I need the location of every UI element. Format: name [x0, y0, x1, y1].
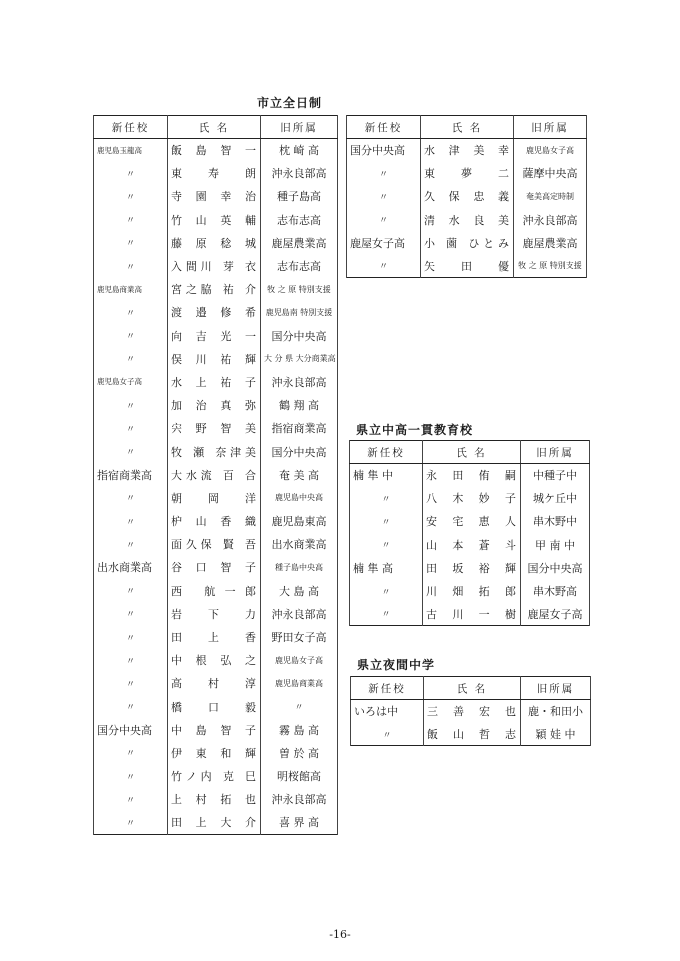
new-school-cell: 〃 [94, 602, 168, 625]
table-row [94, 208, 338, 231]
teacher-name-cell: 矢 田 優 [421, 254, 514, 277]
teacher-name-cell: 渡 邉 修 希 [168, 301, 261, 324]
table-row [94, 602, 338, 625]
table-row [94, 440, 338, 463]
teacher-name-cell: 山 本 蒼 斗 [423, 533, 521, 556]
table-row [350, 464, 590, 487]
previous-school-cell: 霧 島 高 [261, 718, 338, 741]
table-row [350, 603, 590, 626]
teacher-name-cell: 宮之脇 祐 介 [168, 278, 261, 301]
table-row [94, 347, 338, 370]
previous-school-cell: 奄 美 高 [261, 463, 338, 486]
night-section-title: 県立夜間中学 [357, 658, 436, 672]
teacher-name-cell: 入間川 芽 衣 [168, 254, 261, 277]
pref-section-title: 県立中高一貫教育校 [356, 423, 474, 437]
table-row [347, 139, 587, 162]
new-school-cell: 楠 隼 高 [350, 556, 423, 579]
table-row [94, 695, 338, 718]
new-school-cell: 〃 [94, 231, 168, 254]
previous-school-cell: 沖永良部高 [261, 162, 338, 185]
previous-school-cell: 沖永良部高 [261, 788, 338, 811]
new-school-cell: 〃 [94, 486, 168, 509]
table-row [347, 185, 587, 208]
new-school-cell: 〃 [350, 603, 423, 626]
teacher-name-cell: 東 寿 朗 [168, 162, 261, 185]
new-school-cell: 〃 [94, 788, 168, 811]
teacher-name-cell: 俣 川 祐 輝 [168, 347, 261, 370]
page-number: -16- [329, 928, 351, 941]
new-school-cell: 楠 隼 中 [350, 464, 423, 487]
table-row [94, 672, 338, 695]
header-school: 新任校 [347, 116, 421, 139]
previous-school-cell: 出水商業高 [261, 533, 338, 556]
new-school-cell: 〃 [94, 579, 168, 602]
table-row [94, 625, 338, 648]
teacher-name-cell: 清 水 良 美 [421, 208, 514, 231]
previous-school-cell: 野田女子高 [261, 625, 338, 648]
table-row [94, 533, 338, 556]
teacher-name-cell: 小 薗 ひとみ [421, 231, 514, 254]
new-school-cell: 出水商業高 [94, 556, 168, 579]
new-school-cell: 国分中央高 [347, 139, 421, 162]
teacher-name-cell: 向 吉 光 一 [168, 324, 261, 347]
new-school-cell: 鹿児島玉龍高 [94, 139, 168, 162]
new-school-cell: 〃 [350, 533, 423, 556]
teacher-name-cell: 枦 山 香 織 [168, 510, 261, 533]
previous-school-cell: 鹿屋女子高 [521, 603, 590, 626]
new-school-cell: 〃 [94, 347, 168, 370]
teacher-name-cell: 飯 島 智 一 [168, 139, 261, 162]
teacher-name-cell: 高 村 淳 [168, 672, 261, 695]
teacher-name-cell: 伊 東 和 輝 [168, 741, 261, 764]
teacher-name-cell: 田 上 大 介 [168, 811, 261, 834]
previous-school-cell: 薩摩中央高 [514, 162, 587, 185]
new-school-cell: 鹿児島女子高 [94, 370, 168, 393]
previous-school-cell: 鹿児島東高 [261, 510, 338, 533]
previous-school-cell: 志布志高 [261, 254, 338, 277]
teacher-name-cell: 中 根 弘 之 [168, 649, 261, 672]
previous-school-cell: 串木野中 [521, 510, 590, 533]
teacher-name-cell: 西 航一郎 [168, 579, 261, 602]
table-row [347, 254, 587, 277]
teacher-name-cell: 朝 岡 洋 [168, 486, 261, 509]
table-row [347, 162, 587, 185]
pref-table [349, 440, 590, 626]
previous-school-cell: 鹿児島女子高 [514, 139, 587, 162]
previous-school-cell: 鹿屋農業高 [261, 231, 338, 254]
teacher-name-cell: 宍 野 智 美 [168, 417, 261, 440]
new-school-cell: 〃 [350, 487, 423, 510]
teacher-name-cell: 谷 口 智 子 [168, 556, 261, 579]
previous-school-cell: 甲 南 中 [521, 533, 590, 556]
table-row [350, 487, 590, 510]
new-school-cell: 国分中央高 [94, 718, 168, 741]
new-school-cell: 〃 [94, 301, 168, 324]
new-school-cell: 〃 [94, 510, 168, 533]
teacher-name-cell: 水 津 美 幸 [421, 139, 514, 162]
teacher-name-cell: 久 保 忠 義 [421, 185, 514, 208]
header-prev: 旧所属 [514, 116, 587, 139]
teacher-name-cell: 東 夢 二 [421, 162, 514, 185]
new-school-cell: 〃 [94, 162, 168, 185]
table-row [94, 370, 338, 393]
previous-school-cell: 曽 於 高 [261, 741, 338, 764]
table-row [350, 556, 590, 579]
previous-school-cell: 中種子中 [521, 464, 590, 487]
new-school-cell: 〃 [94, 811, 168, 834]
city-section-title: 市立全日制 [257, 96, 323, 110]
header-school: 新任校 [351, 677, 424, 700]
new-school-cell: 〃 [94, 440, 168, 463]
new-school-cell: 〃 [94, 672, 168, 695]
teacher-name-cell: 水 上 祐 子 [168, 370, 261, 393]
teacher-name-cell: 竹ノ内 克 巳 [168, 765, 261, 788]
new-school-cell: 〃 [350, 510, 423, 533]
table-row [94, 278, 338, 301]
teacher-name-cell: 橋 口 毅 [168, 695, 261, 718]
table-row [94, 788, 338, 811]
table-row [94, 486, 338, 509]
new-school-cell: 〃 [94, 417, 168, 440]
previous-school-cell: 鹿屋農業高 [514, 231, 587, 254]
night-table [350, 676, 591, 746]
table-row [351, 700, 591, 723]
header-prev: 旧所属 [521, 677, 591, 700]
header-school: 新任校 [350, 441, 423, 464]
city-table-continued [346, 115, 587, 278]
new-school-cell: 鹿屋女子高 [347, 231, 421, 254]
city-table [93, 115, 338, 835]
previous-school-cell: 大 分 県 大分商業高 [261, 347, 338, 370]
header-name: 氏 名 [421, 116, 514, 139]
teacher-name-cell: 岩 下 力 [168, 602, 261, 625]
table-row [347, 231, 587, 254]
new-school-cell: 指宿商業高 [94, 463, 168, 486]
previous-school-cell: 指宿商業高 [261, 417, 338, 440]
teacher-name-cell: 八 木 妙 子 [423, 487, 521, 510]
teacher-name-cell: 加 治 真 弥 [168, 394, 261, 417]
previous-school-cell: 志布志高 [261, 208, 338, 231]
teacher-name-cell: 永 田 侑 嗣 [423, 464, 521, 487]
table-row [94, 463, 338, 486]
table-row [94, 185, 338, 208]
new-school-cell: 〃 [347, 162, 421, 185]
teacher-name-cell: 安 宅 恵 人 [423, 510, 521, 533]
teacher-name-cell: 田 上 香 [168, 625, 261, 648]
teacher-name-cell: 竹 山 英 輔 [168, 208, 261, 231]
table-row [347, 208, 587, 231]
header-name: 氏 名 [168, 116, 261, 139]
new-school-cell: 〃 [94, 254, 168, 277]
teacher-name-cell: 牧 瀬 奈津美 [168, 440, 261, 463]
previous-school-cell: 鹿児島中央高 [261, 486, 338, 509]
previous-school-cell: 沖永良部高 [514, 208, 587, 231]
previous-school-cell: 沖永良部高 [261, 370, 338, 393]
previous-school-cell: 〃 [261, 695, 338, 718]
new-school-cell: 〃 [94, 741, 168, 764]
previous-school-cell: 鹿児島女子高 [261, 649, 338, 672]
table-row [350, 579, 590, 602]
header-name: 氏 名 [423, 441, 521, 464]
previous-school-cell: 枕 崎 高 [261, 139, 338, 162]
header-prev: 旧所属 [521, 441, 590, 464]
new-school-cell: 〃 [94, 765, 168, 788]
previous-school-cell: 鶴 翔 高 [261, 394, 338, 417]
table-row [94, 301, 338, 324]
table-row [94, 741, 338, 764]
table-row [94, 394, 338, 417]
table-row [94, 556, 338, 579]
new-school-cell: 〃 [94, 649, 168, 672]
new-school-cell: 〃 [350, 579, 423, 602]
previous-school-cell: 鹿・和田小 [521, 700, 591, 723]
table-row [94, 510, 338, 533]
previous-school-cell: 穎 娃 中 [521, 723, 591, 746]
previous-school-cell: 種子島中央高 [261, 556, 338, 579]
new-school-cell: 〃 [94, 324, 168, 347]
table-row [94, 231, 338, 254]
new-school-cell: 〃 [347, 185, 421, 208]
new-school-cell: 〃 [94, 625, 168, 648]
header-school: 新任校 [94, 116, 168, 139]
new-school-cell: 〃 [347, 208, 421, 231]
table-row [351, 723, 591, 746]
table-row [350, 510, 590, 533]
table-row [94, 324, 338, 347]
teacher-name-cell: 中 島 智 子 [168, 718, 261, 741]
previous-school-cell: 串木野高 [521, 579, 590, 602]
table-row [94, 254, 338, 277]
new-school-cell: 〃 [94, 394, 168, 417]
previous-school-cell: 鹿児島商業高 [261, 672, 338, 695]
teacher-name-cell: 田 坂 裕 輝 [423, 556, 521, 579]
table-row [94, 417, 338, 440]
teacher-name-cell: 大水流 百 合 [168, 463, 261, 486]
teacher-name-cell: 古 川 一 樹 [423, 603, 521, 626]
previous-school-cell: 喜 界 高 [261, 811, 338, 834]
teacher-name-cell: 面久保 賢 吾 [168, 533, 261, 556]
new-school-cell: 〃 [94, 208, 168, 231]
previous-school-cell: 城ケ丘中 [521, 487, 590, 510]
teacher-name-cell: 上 村 拓 也 [168, 788, 261, 811]
previous-school-cell: 牧 之 原 特別支援 [261, 278, 338, 301]
new-school-cell: 〃 [94, 533, 168, 556]
header-name: 氏 名 [424, 677, 521, 700]
previous-school-cell: 種子島高 [261, 185, 338, 208]
teacher-name-cell: 寺 園 幸 治 [168, 185, 261, 208]
previous-school-cell: 国分中央高 [261, 324, 338, 347]
new-school-cell: 鹿児島商業高 [94, 278, 168, 301]
table-row [94, 649, 338, 672]
previous-school-cell: 国分中央高 [261, 440, 338, 463]
previous-school-cell: 大 島 高 [261, 579, 338, 602]
previous-school-cell: 奄美高定時制 [514, 185, 587, 208]
new-school-cell: 〃 [94, 695, 168, 718]
previous-school-cell: 牧 之 原 特別支援 [514, 254, 587, 277]
table-row [94, 811, 338, 834]
teacher-name-cell: 藤 原 稔 城 [168, 231, 261, 254]
previous-school-cell: 鹿児島南 特別支援 [261, 301, 338, 324]
new-school-cell: 〃 [347, 254, 421, 277]
table-row [94, 579, 338, 602]
previous-school-cell: 沖永良部高 [261, 602, 338, 625]
teacher-name-cell: 飯 山 哲 志 [424, 723, 521, 746]
table-row [94, 765, 338, 788]
table-row [94, 162, 338, 185]
new-school-cell: いろは中 [351, 700, 424, 723]
new-school-cell: 〃 [351, 723, 424, 746]
table-row [94, 139, 338, 162]
table-row [94, 718, 338, 741]
teacher-name-cell: 川 畑 拓 郎 [423, 579, 521, 602]
table-row [350, 533, 590, 556]
new-school-cell: 〃 [94, 185, 168, 208]
previous-school-cell: 国分中央高 [521, 556, 590, 579]
teacher-name-cell: 三 善 宏 也 [424, 700, 521, 723]
previous-school-cell: 明桜館高 [261, 765, 338, 788]
header-prev: 旧所属 [261, 116, 338, 139]
